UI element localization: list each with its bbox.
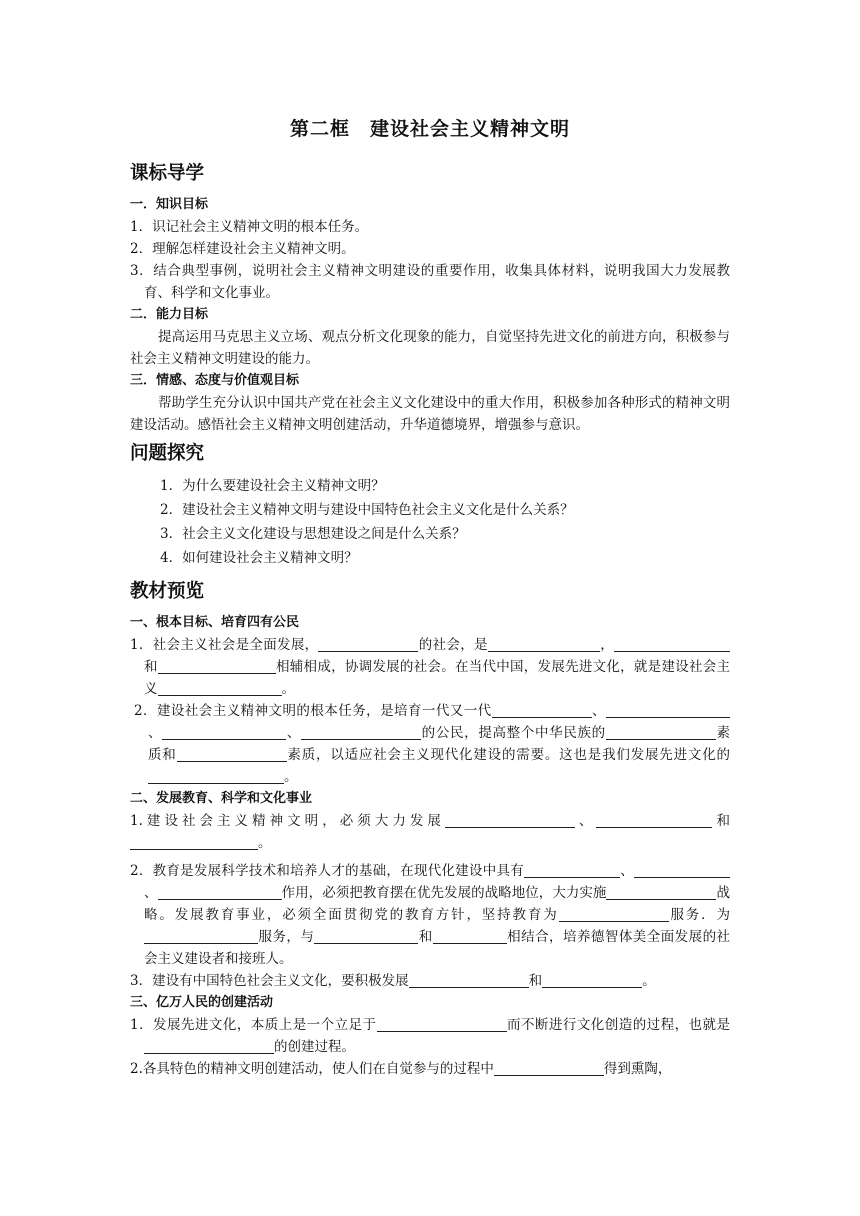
answer-blank[interactable] — [318, 636, 418, 652]
emotion-goal-text: 帮助学生充分认识中国共产党在社会主义文化建设中的重大作用，积极参加各种形式的精神文明建设活动。感悟社会主义精神文明创建活动，升华道德境界，增强参与意识。 — [130, 395, 730, 433]
answer-blank[interactable] — [158, 884, 282, 900]
answer-blank[interactable] — [314, 928, 418, 944]
question-item: 1．为什么要建设社会主义精神文明？ — [160, 478, 385, 494]
answer-blank[interactable] — [301, 724, 421, 740]
answer-blank[interactable] — [445, 812, 575, 828]
knowledge-goal-heading: 一．知识目标 — [130, 197, 209, 212]
section-heading-questions: 问题探究 — [130, 443, 205, 464]
fill-item-creation: 1．发展先进文化，本质上是一个立足于 而不断进行文化创造的过程，也就是的创建过程。 — [130, 1017, 731, 1055]
fill-item-activities: 2.各具特色的精神文明创建活动，使人们在自觉参与的过程中 得到熏陶， — [130, 1061, 672, 1077]
answer-blank[interactable] — [606, 702, 730, 718]
answer-blank[interactable] — [542, 972, 642, 988]
fill-item-develop: 1.建设社会主义精神文明，必须大力发展 、 和。 — [130, 813, 730, 851]
document-body — [130, 158, 730, 1080]
answer-blank[interactable] — [559, 906, 669, 922]
answer-blank[interactable] — [634, 862, 730, 878]
answer-blank[interactable] — [162, 724, 286, 740]
answer-blank[interactable] — [377, 1016, 507, 1032]
answer-blank[interactable] — [177, 746, 287, 762]
answer-blank[interactable] — [488, 636, 600, 652]
answer-blank[interactable] — [494, 1060, 604, 1076]
answer-blank[interactable] — [130, 834, 258, 850]
knowledge-item: 3．结合典型事例，说明社会主义精神文明建设的重要作用，收集具体材料，说明我国大力发展教育、科学和文化事业。 — [130, 263, 730, 301]
answer-blank[interactable] — [144, 928, 258, 944]
answer-blank[interactable] — [144, 1038, 274, 1054]
part1-heading: 一、根本目标、培育四有公民 — [130, 615, 300, 630]
page-title: 第二框 建设社会主义精神文明 — [289, 118, 570, 140]
answer-blank[interactable] — [606, 724, 716, 740]
emotion-goal-heading: 三．情感、态度与价值观目标 — [130, 373, 300, 388]
ability-goal-heading: 二．能力目标 — [130, 307, 209, 322]
answer-blank[interactable] — [492, 702, 592, 718]
knowledge-item: 1．识记社会主义精神文明的根本任务。 — [130, 219, 369, 235]
fill-item-culture: 3．建设有中国特色社会主义文化，要积极发展 和 。 — [130, 973, 656, 989]
question-item: 3．社会主义文化建设与思想建设之间是什么关系？ — [160, 526, 466, 542]
answer-blank[interactable] — [158, 658, 276, 674]
answer-blank[interactable] — [148, 768, 284, 784]
fill-item-fundamental-task: 2．建设社会主义精神文明的根本任务，是培育一代又一代 、、 、 的公民，提高整个中华民族的 素质和 素质，以适应社会主义现代化建设的需要。这也是我们发展先进文化的。 — [134, 703, 731, 785]
part2-heading: 二、发展教育、科学和文化事业 — [130, 791, 313, 806]
knowledge-item: 2．理解怎样建设社会主义精神文明。 — [130, 241, 355, 257]
part3-heading: 三、亿万人民的创建活动 — [130, 995, 274, 1010]
answer-blank[interactable] — [606, 884, 716, 900]
answer-blank[interactable] — [596, 812, 712, 828]
answer-blank[interactable] — [614, 636, 730, 652]
section-heading-preview: 教材预览 — [130, 581, 205, 602]
fill-item-socialist-society: 1．社会主义社会是全面发展， 的社会，是 ，和 相辅相成，协调发展的社会。在当代中国，发展先进文化，就是建设社会主义 。 — [130, 637, 730, 697]
answer-blank[interactable] — [158, 680, 282, 696]
section-heading-guide: 课标导学 — [130, 163, 205, 184]
answer-blank[interactable] — [524, 862, 620, 878]
fill-item-education: 2．教育是发展科学技术和培养人才的基础，在现代化建设中具有 、、 作用，必须把教育摆在优先发展的战略地位，大力实施 战略。发展教育事业，必须全面贯彻党的教育方针，坚持教育为 服务．为服务，与 和 相结合，培养德智体美全面发展的社会主义建设者和接班人。 — [130, 863, 731, 967]
question-item: 2．建设社会主义精神文明与建设中国特色社会主义文化是什么关系？ — [160, 502, 574, 518]
question-item: 4．如何建设社会主义精神文明？ — [160, 550, 358, 566]
answer-blank[interactable] — [433, 928, 507, 944]
ability-goal-text: 提高运用马克思主义立场、观点分析文化现象的能力，自觉坚持先进文化的前进方向，积极参与社会主义精神文明建设的能力。 — [130, 329, 730, 367]
answer-blank[interactable] — [409, 972, 529, 988]
